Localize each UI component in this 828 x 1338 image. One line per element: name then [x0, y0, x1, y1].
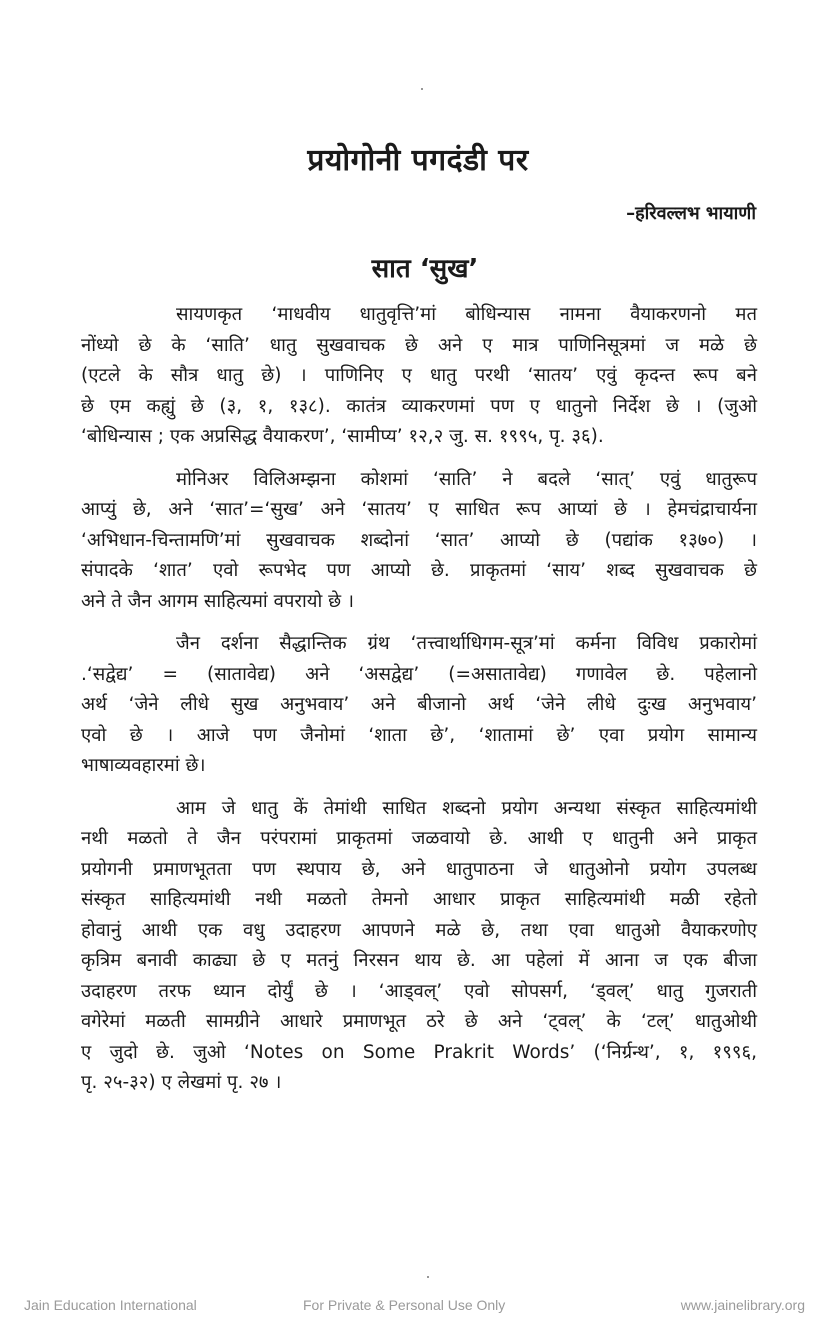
text-line: एवो छे । आजे पण जैनोमां ‘शाता छे’, ‘शातामां छे’ एवा प्रयोग सामान्य — [81, 724, 757, 746]
section-subtitle: सात ‘सुख’ — [371, 254, 479, 284]
text-line: अने ते जैन आगम साहित्यमां वपरायो छे । — [81, 590, 355, 612]
text-line: जैन दर्शना सैद्धान्तिक ग्रंथ ‘तत्त्वार्थाधिगम-सूत्र’मां कर्मना विविध प्रकारोमां — [176, 633, 757, 654]
text-line: होवानुं आथी एक वधु उदाहरण आपणने मळे छे, तथा एवा धातुओ वैयाकरणोए — [81, 919, 757, 941]
text-line: पृ. २५-३२) ए लेखमां पृ. २७ । — [81, 1072, 282, 1093]
text-line: छे एम कह्युं छे (३, १, १३८). कातंत्र व्याकरणमां पण ए धातुनो निर्देश छे । (जुओ — [81, 395, 757, 417]
text-line: आम जे धातु कें तेमांथी साधित शब्दनो प्रयोग अन्यथा संस्कृत साहित्यमांथी — [176, 797, 757, 819]
text-line: .‘सद्वेद्य’ = (सातावेद्य) अने ‘असद्वेद्य’ (=असातावेद्य) गणावेल छे. पहेलानो — [81, 663, 757, 685]
text-line: ए जुदो छे. जुओ ‘Notes on Some Prakrit Words’ (‘निर्ग्रन्थ’, १, १९९६, — [81, 1041, 757, 1063]
scan-speck — [421, 88, 423, 90]
text-line: उदाहरण तरफ ध्यान दोर्युं छे । ‘आड्वल्’ एवो सोपसर्ग, ‘ड्वल्’ धातु गुजराती — [81, 980, 757, 1002]
article-body — [81, 300, 757, 1111]
paragraph-3 — [81, 629, 757, 782]
text-line: अर्थ ‘जेने लीधे सुख अनुभवाय’ अने बीजानो अर्थ ‘जेने लीधे दुःख अनुभवाय’ — [81, 694, 757, 715]
paragraph-1 — [81, 300, 757, 453]
text-line: मोनिअर विलिअम्झना कोशमां ‘साति’ ने बदले ‘सात्’ एवुं धातुरूप — [176, 468, 757, 490]
text-line: (एटले के सौत्र धातु छे) । पाणिनिए ए धातु परथी ‘सातय’ एवुं कृदन्त रूप बने — [81, 365, 757, 386]
text-line: भाषाव्यवहारमां छे। — [81, 755, 206, 776]
paragraph-4 — [81, 794, 757, 1099]
text-line: कृत्रिम बनावी काढ्या छे ए मतनुं निरसन थाय छे. आ पहेलां में आना ज एक बीजा — [81, 950, 757, 971]
footer-publisher: Jain Education International — [24, 1297, 197, 1313]
text-line: संस्कृत साहित्यमांथी नथी मळतो तेमनो आधार प्राकृत साहित्यमांथी मळी रहेतो — [81, 889, 757, 910]
footer-usage-notice: For Private & Personal Use Only — [303, 1297, 506, 1313]
page-footer — [0, 1297, 828, 1317]
article-title: प्रयोगोनी पगदंडी पर — [307, 143, 529, 178]
text-line: प्रयोगनी प्रमाणभूतता पण स्थपाय छे, अने धातुपाठना जे धातुओनो प्रयोग उपलब्ध — [81, 858, 757, 880]
scan-speck — [427, 1276, 429, 1278]
text-line: आप्युं छे, अने ‘सात’=‘सुख’ अने ‘सातय’ ए साधित रूप आप्यां छे । हेमचंद्राचार्यना — [81, 499, 757, 520]
text-line: नोंध्यो छे के ‘साति’ धातु सुखवाचक छे अने ए मात्र पाणिनिसूत्रमां ज मळे छे — [81, 334, 757, 356]
author-byline: –हरिवल्लभ भायाणी — [626, 203, 756, 224]
text-line: ‘बोधिन्यास ; एक अप्रसिद्ध वैयाकरण’, ‘सामीप्य’ १२,२ जु. स. १९९५, पृ. ३६). — [81, 426, 604, 447]
text-line: संपादके ‘शात’ एवो रूपभेद पण आप्यो छे. प्राकृतमां ‘साय’ शब्द सुखवाचक छे — [81, 560, 757, 581]
footer-website-link[interactable]: www.jainelibrary.org — [680, 1297, 805, 1313]
text-line: ‘अभिधान-चिन्तामणि’मां सुखवाचक शब्दोनां ‘सात’ आप्यो छे (पद्यांक १३७०) । — [81, 529, 757, 551]
text-line: सायणकृत ‘माधवीय धातुवृत्ति’मां बोधिन्यास नामना वैयाकरणनो मत — [176, 304, 757, 325]
text-line: नथी मळतो ते जैन परंपरामां प्राकृतमां जळवायो छे. आथी ए धातुनी अने प्राकृत — [81, 828, 757, 849]
text-line: वगेरेमां मळती सामग्रीने आधारे प्रमाणभूत ठरे छे अने ‘ट्वल्’ के ‘टल्’ धातुओथी — [81, 1011, 757, 1032]
paragraph-2 — [81, 465, 757, 618]
